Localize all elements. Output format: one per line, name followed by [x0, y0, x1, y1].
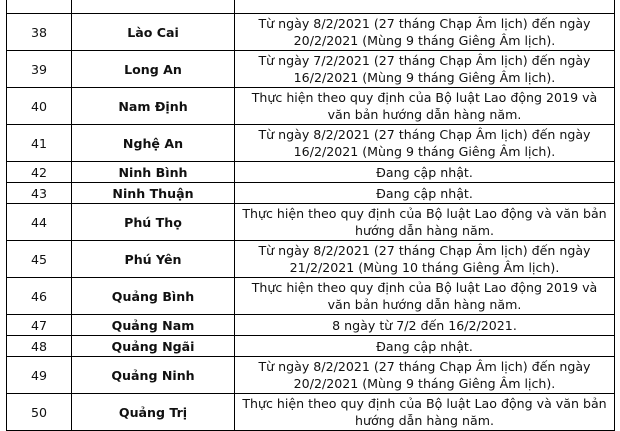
row-number	[7, 0, 72, 14]
holiday-description: Thực hiện theo quy định của Bộ luật Lao động 2019 và văn bản hướng dẫn hàng năm.	[235, 278, 615, 315]
province-name	[72, 0, 235, 14]
table-row	[7, 241, 615, 278]
row-number: 45	[7, 241, 72, 278]
table-row	[7, 125, 615, 162]
province-name: Lào Cai	[72, 14, 235, 51]
table-row	[7, 315, 615, 336]
holiday-description: Từ ngày 8/2/2021 (27 tháng Chạp Âm lịch) đến ngày 16/2/2021 (Mùng 9 tháng Giêng Âm lịch).	[235, 125, 615, 162]
province-name: Quảng Bình	[72, 278, 235, 315]
row-number: 43	[7, 183, 72, 204]
holiday-description: Từ ngày 8/2/2021 (27 tháng Chạp Âm lịch) đến ngày 20/2/2021 (Mùng 9 tháng Giêng Âm lịch).	[235, 14, 615, 51]
holiday-description	[235, 0, 615, 14]
table-row	[7, 14, 615, 51]
row-number: 46	[7, 278, 72, 315]
row-number: 48	[7, 336, 72, 357]
row-number: 49	[7, 357, 72, 394]
province-name: Ninh Bình	[72, 162, 235, 183]
table-row	[7, 394, 615, 431]
province-name: Quảng Ninh	[72, 357, 235, 394]
row-number: 47	[7, 315, 72, 336]
row-number: 41	[7, 125, 72, 162]
table-row	[7, 336, 615, 357]
holiday-description: Từ ngày 7/2/2021 (27 tháng Chạp Âm lịch) đến ngày 16/2/2021 (Mùng 9 tháng Giêng Âm lịch).	[235, 51, 615, 88]
holiday-description: Từ ngày 8/2/2021 (27 tháng Chạp Âm lịch) đến ngày 20/2/2021 (Mùng 9 tháng Giêng Âm lịch).	[235, 357, 615, 394]
table-row	[7, 278, 615, 315]
table-row	[7, 357, 615, 394]
province-name: Quảng Nam	[72, 315, 235, 336]
holiday-description: Thực hiện theo quy định của Bộ luật Lao động và văn bản hướng dẫn hàng năm.	[235, 204, 615, 241]
table-row	[7, 162, 615, 183]
province-name: Phú Thọ	[72, 204, 235, 241]
row-number: 38	[7, 14, 72, 51]
holiday-schedule-table	[6, 0, 615, 431]
holiday-description: Thực hiện theo quy định của Bộ luật Lao động và văn bản hướng dẫn hàng năm.	[235, 394, 615, 431]
table-row	[7, 51, 615, 88]
province-name: Phú Yên	[72, 241, 235, 278]
row-number: 42	[7, 162, 72, 183]
holiday-description: Đang cập nhật.	[235, 183, 615, 204]
holiday-description: Từ ngày 8/2/2021 (27 tháng Chạp Âm lịch) đến ngày 21/2/2021 (Mùng 10 tháng Giêng Âm lịch).	[235, 241, 615, 278]
province-name: Ninh Thuận	[72, 183, 235, 204]
table-row	[7, 204, 615, 241]
row-number: 50	[7, 394, 72, 431]
holiday-description: Đang cập nhật.	[235, 162, 615, 183]
province-name: Quảng Trị	[72, 394, 235, 431]
province-name: Long An	[72, 51, 235, 88]
province-name: Nam Định	[72, 88, 235, 125]
row-number: 44	[7, 204, 72, 241]
holiday-description: Đang cập nhật.	[235, 336, 615, 357]
province-name: Quảng Ngãi	[72, 336, 235, 357]
row-number: 39	[7, 51, 72, 88]
holiday-description: 8 ngày từ 7/2 đến 16/2/2021.	[235, 315, 615, 336]
row-number: 40	[7, 88, 72, 125]
table-row	[7, 0, 615, 14]
table-row	[7, 88, 615, 125]
province-name: Nghệ An	[72, 125, 235, 162]
holiday-schedule-table-wrapper	[6, 0, 615, 431]
holiday-description: Thực hiện theo quy định của Bộ luật Lao động 2019 và văn bản hướng dẫn hàng năm.	[235, 88, 615, 125]
table-row	[7, 183, 615, 204]
